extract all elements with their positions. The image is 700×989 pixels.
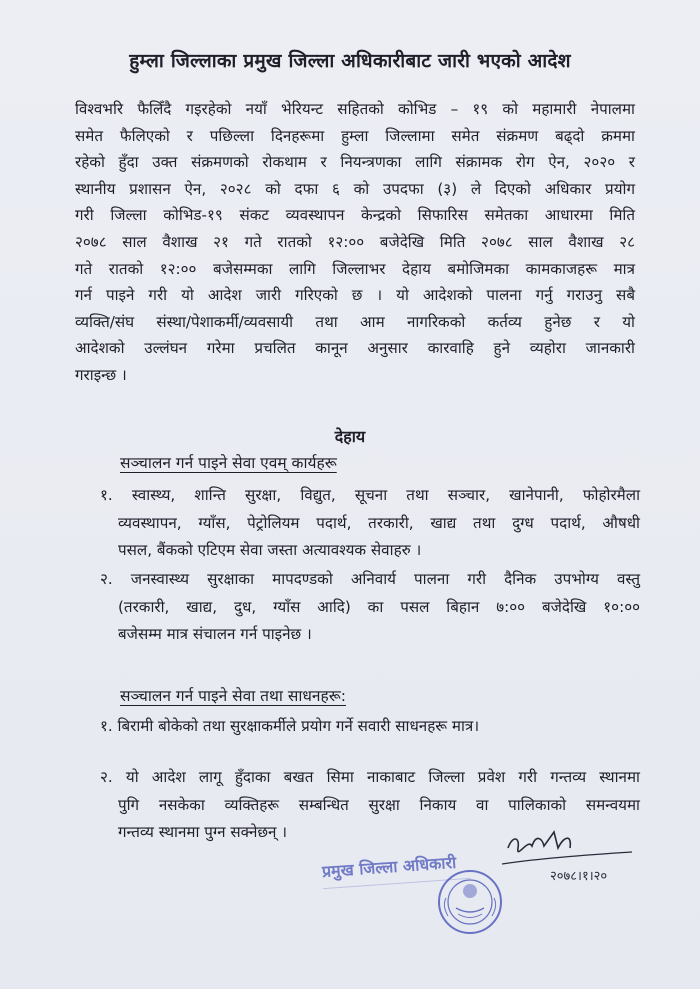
intro-line: गर्न पाइने गरी यो आदेश जारी गरिएको छ । यो आदेशको पालना गर्नु गराउनु सबै [75,286,635,305]
item-line: (तरकारी, खाद्य, दुध, ग्याँस आदि) का पसल बिहान ७:०० बजेदेखि १०:०० [118,597,640,616]
item-line: २. यो आदेश लागू हुँदाका बखत सिमा नाकाबाट जिल्ला प्रवेश गरी गन्तव्य स्थानमा [100,768,640,786]
intro-line: गते रातको १२:०० बजेसम्मका लागि जिल्लाभर देहाय बमोजिमका कामकाजहरू मात्र [75,259,635,278]
item-line: १. स्वास्थ्य, शान्ति सुरक्षा, विद्युत, सूचना तथा सञ्चार, खानेपानी, फोहोरमैला [100,486,640,504]
signature-mark [498,826,638,886]
signature-date: २०७८।१।२० [550,869,608,884]
intro-line: स्थानीय प्रशासन ऐन, २०२८ को दफा ६ को उपदफा (३) ले दिएको अधिकार प्रयोग [75,179,635,198]
item-line: २. जनस्वास्थ्य सुरक्षाका मापदण्डको अनिवार्य पालना गरी दैनिक उपभोग्य वस्तु [100,570,640,588]
section1-title: सञ्चालन गर्न पाइने सेवा एवम् कार्यहरू [120,454,337,472]
item-line: व्यवस्थापन, ग्याँस, पेट्रोलियम पदार्थ, तरकारी, खाद्य तथा दुग्ध पदार्थ, औषधी [118,513,640,532]
section2-item-1 [100,713,640,741]
document-title: हुम्ला जिल्लाका प्रमुख जिल्ला अधिकारीबाट जारी भएको आदेश [129,50,571,72]
intro-line: २०७८ साल वैशाख २१ गते रातको १२:०० बजेदेखि मिति २०७८ साल वैशाख २८ [75,232,635,251]
office-stamp-text: प्रमुख जिल्ला अधिकारी [321,850,471,889]
intro-line: आदेशको उल्लंघन गरेमा प्रचलित कानून अनुसार कारवाहि हुने व्यहोरा जानकारी [75,339,635,358]
section-heading: देहाय [334,427,366,446]
section1-item-2 [100,566,640,649]
intro-line: विश्वभरि फैलिँदै गइरहेको नयाँ भेरियन्ट सहितको कोभिड – १९ को महामारी नेपालमा [75,100,635,118]
intro-line: गरी जिल्ला कोभिड-१९ संकट व्यवस्थापन केन्द्रको सिफारिस समेतका आधारमा मिति [75,206,635,225]
item-line: पसल, बैंकको एटिएम सेवा जस्ता अत्यावश्यक सेवाहरु । [118,541,422,559]
intro-line: समेत फैलिएको र पछिल्ला दिनहरूमा हुम्ला जिल्लामा समेत संक्रमण बढ्दो क्रममा [75,126,635,145]
item-line: १. बिरामी बोकेको तथा सुरक्षाकर्मीले प्रयोग गर्ने सवारी साधनहरू मात्र। [100,717,480,735]
item-line: बजेसम्म मात्र संचालन गर्न पाइनेछ । [118,625,312,643]
section1-item-1 [100,482,640,565]
intro-line: रहेको हुँदा उक्त संक्रमणको रोकथाम र नियन्त्रणका लागि संक्रामक रोग ऐन, २०२० र [75,153,635,172]
office-seal-icon [436,868,504,936]
intro-line: गराइन्छ । [75,365,127,384]
item-line: गन्तव्य स्थानमा पुग्न सक्नेछन् । [118,823,288,841]
item-line: पुगि नसकेका व्यक्तिहरू सम्बन्धित सुरक्षा निकाय वा पालिकाको समन्वयमा [118,795,640,814]
intro-line: व्यक्ति/संघ संस्था/पेशाकर्मी/व्यवसायी तथा आम नागरिकको कर्तव्य हुनेछ र यो [75,312,635,331]
intro-paragraph [75,96,635,389]
section2-title: सञ्चालन गर्न पाइने सेवा तथा साधनहरू: [120,687,346,705]
